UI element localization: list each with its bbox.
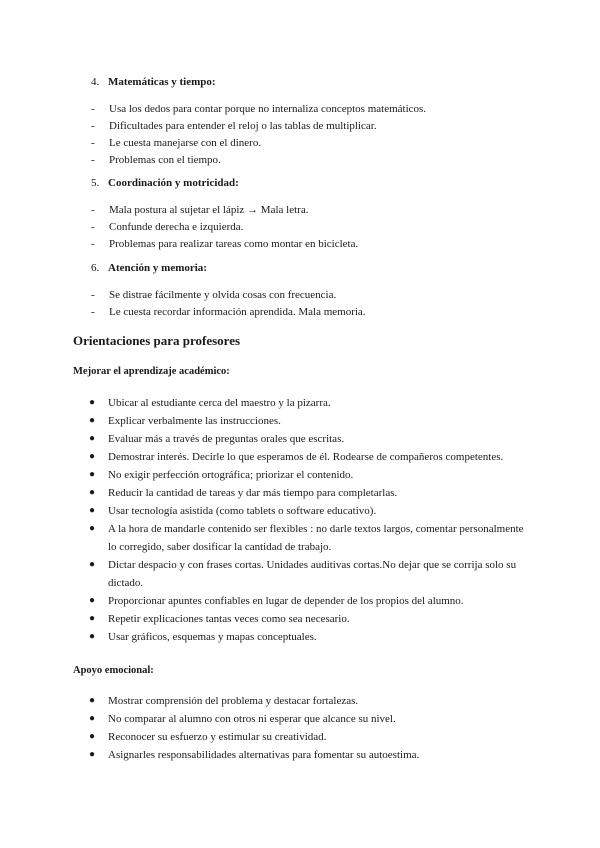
list-coordinacion — [91, 202, 358, 253]
subheading-emocional: Apoyo emocional: — [73, 665, 154, 676]
list-item: ● No exigir perfección ortográfica; priorizar el contenido. — [89, 466, 529, 484]
list-item: - Mala postura al sujetar el lápiz → Mala letra. — [91, 204, 309, 216]
list-item: ● Evaluar más a través de preguntas orales que escritas. — [89, 430, 529, 448]
list-item: ● Usar tecnología asistida (como tablets o software educativo). — [89, 502, 529, 520]
list-academico — [89, 394, 529, 646]
bullet-icon: ● — [89, 613, 96, 624]
list-emocional — [89, 692, 529, 764]
bullet-icon: ● — [89, 505, 96, 516]
list-item: - Usa los dedos para contar porque no internaliza conceptos matemáticos. — [91, 103, 427, 115]
list-item: - Dificultades para entender el reloj o las tablas de multiplicar. — [91, 120, 377, 132]
bullet-icon: ● — [89, 451, 96, 462]
list-item: ● Mostrar comprensión del problema y destacar fortalezas. — [89, 692, 529, 710]
list-item: ● Demostrar interés. Decirle lo que esperamos de él. Rodearse de compañeros competentes. — [89, 448, 529, 466]
list-item: - Se distrae fácilmente y olvida cosas con frecuencia. — [91, 289, 337, 301]
bullet-icon: ● — [89, 631, 96, 642]
section-number: 5. — [91, 177, 100, 189]
bullet-icon: ● — [89, 397, 96, 408]
bullet-icon: ● — [89, 713, 96, 724]
section-title: Coordinación y motricidad: — [108, 177, 239, 189]
bullet-icon: ● — [89, 415, 96, 426]
subheading-academico: Mejorar el aprendizaje académico: — [73, 366, 230, 377]
section-title: Atención y memoria: — [108, 262, 207, 274]
list-item: ● Explicar verbalmente las instrucciones. — [89, 412, 529, 430]
heading-orientaciones: Orientaciones para profesores — [73, 333, 241, 348]
bullet-icon: ● — [89, 487, 96, 498]
list-item: ● A la hora de mandarle contenido ser flexibles : no darle textos largos, comentar personalmente lo corregido, saber dosificar la cantidad de trabajo. — [89, 520, 529, 556]
list-item: ● Proporcionar apuntes confiables en lugar de depender de los propios del alumno. — [89, 592, 529, 610]
list-item: ● Ubicar al estudiante cerca del maestro y la pizarra. — [89, 394, 529, 412]
bullet-icon: ● — [89, 433, 96, 444]
list-item: ● Reconocer su esfuerzo y estimular su creatividad. — [89, 728, 529, 746]
list-item: - Problemas con el tiempo. — [91, 154, 221, 166]
section-heading-coordinacion — [91, 177, 239, 189]
bullet-icon: ● — [89, 469, 96, 480]
list-item: - Confunde derecha e izquierda. — [91, 221, 244, 233]
bullet-icon: ● — [89, 559, 96, 570]
list-item: ● Repetir explicaciones tantas veces como sea necesario. — [89, 610, 529, 628]
list-item: ● No comparar al alumno con otros ni esperar que alcance su nivel. — [89, 710, 529, 728]
section-title: Matemáticas y tiempo: — [108, 76, 216, 88]
section-heading-matematicas — [91, 76, 216, 88]
section-number: 4. — [91, 76, 100, 88]
list-item: ● Dictar despacio y con frases cortas. Unidades auditivas cortas.No dejar que se corrija solo su dictado. — [89, 556, 529, 592]
list-item: ● Asignarles responsabilidades alternativas para fomentar su autoestima. — [89, 746, 529, 764]
bullet-icon: ● — [89, 731, 96, 742]
bullet-icon: ● — [89, 695, 96, 706]
bullet-icon: ● — [89, 595, 96, 606]
list-item: ● Reducir la cantidad de tareas y dar más tiempo para completarlas. — [89, 484, 529, 502]
list-item: - Le cuesta recordar información aprendida. Mala memoria. — [91, 306, 366, 318]
section-number: 6. — [91, 262, 100, 274]
list-atencion — [91, 287, 366, 321]
list-item: - Problemas para realizar tareas como montar en bicicleta. — [91, 238, 359, 250]
section-heading-atencion — [91, 262, 207, 274]
bullet-icon: ● — [89, 523, 96, 534]
list-item: ● Usar gráficos, esquemas y mapas conceptuales. — [89, 628, 529, 646]
list-item: - Le cuesta manejarse con el dinero. — [91, 137, 262, 149]
bullet-icon: ● — [89, 749, 96, 760]
list-matematicas — [91, 101, 426, 169]
